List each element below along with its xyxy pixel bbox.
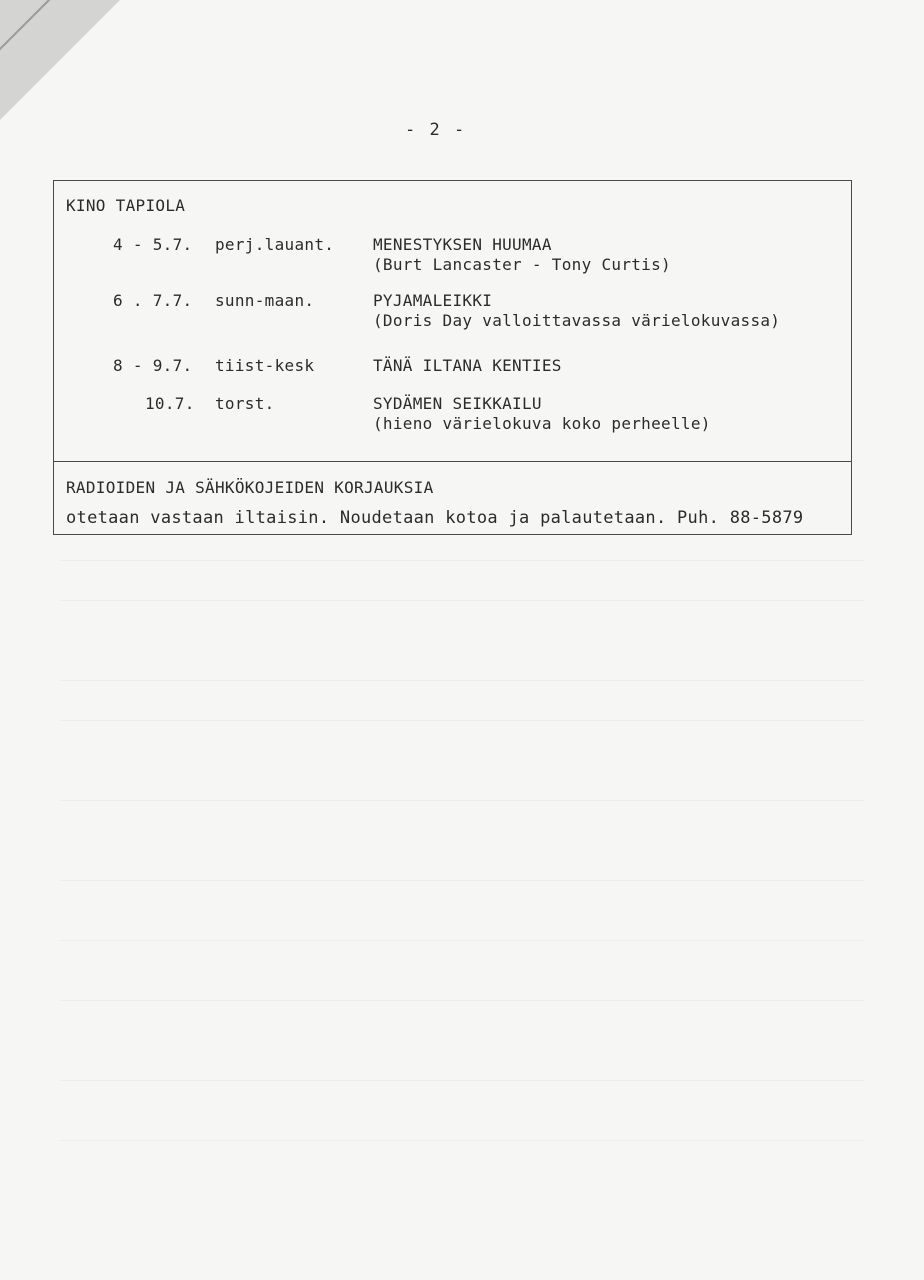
schedule-days: torst. bbox=[215, 394, 275, 413]
film-note: (Burt Lancaster - Tony Curtis) bbox=[373, 255, 671, 274]
cinema-heading: KINO TAPIOLA bbox=[66, 196, 186, 215]
repair-heading: RADIOIDEN JA SÄHKÖKOJEIDEN KORJAUKSIA bbox=[66, 478, 434, 497]
bleed-through-line bbox=[60, 880, 864, 881]
bleed-through-line bbox=[60, 560, 864, 561]
film-title: TÄNÄ ILTANA KENTIES bbox=[373, 356, 562, 375]
schedule-days: perj.lauant. bbox=[215, 235, 335, 254]
film-title: MENESTYKSEN HUUMAA bbox=[373, 235, 552, 254]
bleed-through-line bbox=[60, 1080, 864, 1081]
schedule-days: sunn-maan. bbox=[215, 291, 315, 310]
bleed-through-line bbox=[60, 680, 864, 681]
bleed-through-line bbox=[60, 800, 864, 801]
schedule-date: 4 - 5.7. bbox=[113, 235, 193, 254]
film-title: PYJAMALEIKKI bbox=[373, 291, 493, 310]
bleed-through-line bbox=[60, 1000, 864, 1001]
bleed-through-line bbox=[60, 940, 864, 941]
repair-text: otetaan vastaan iltaisin. Noudetaan kotoa ja palautetaan. Puh. 88-5879 bbox=[66, 508, 804, 528]
film-title: SYDÄMEN SEIKKAILU bbox=[373, 394, 542, 413]
schedule-days: tiist-kesk bbox=[215, 356, 315, 375]
schedule-date: 6 . 7.7. bbox=[113, 291, 193, 310]
page-number: - 2 - bbox=[405, 120, 467, 140]
folded-corner bbox=[0, 0, 120, 120]
schedule-date: 10.7. bbox=[145, 394, 195, 413]
schedule-date: 8 - 9.7. bbox=[113, 356, 193, 375]
film-note: (hieno värielokuva koko perheelle) bbox=[373, 414, 711, 433]
film-note: (Doris Day valloittavassa värielokuvassa) bbox=[373, 311, 781, 330]
bleed-through-line bbox=[60, 720, 864, 721]
bleed-through-line bbox=[60, 1140, 864, 1141]
bleed-through-line bbox=[60, 600, 864, 601]
